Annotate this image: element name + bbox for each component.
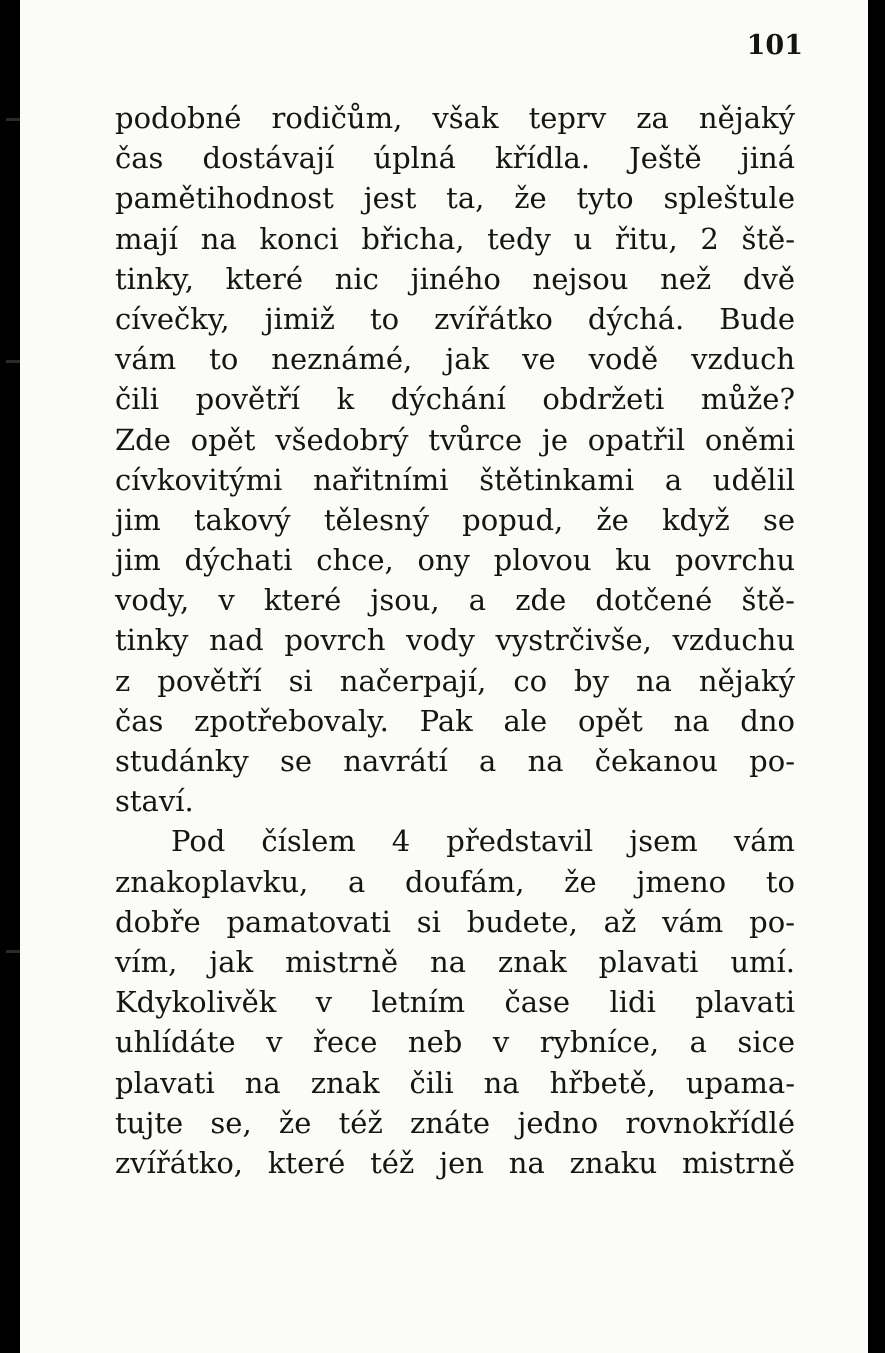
text-line: cívkovitými nařitními štětinkami a udělil xyxy=(115,462,795,497)
text-line: Pod číslem 4 představil jsem vám xyxy=(171,824,795,859)
text-line: z povětří si načerpají, co by na nějaký xyxy=(115,663,795,698)
body-text xyxy=(115,98,795,1183)
text-line: čili povětří k dýchání obdržeti může? xyxy=(115,382,795,417)
left-binding-edge xyxy=(0,0,20,1353)
text-line: staví. xyxy=(115,784,194,819)
text-line: tujte se, že též znáte jedno rovnokřídlé xyxy=(115,1105,795,1140)
text-line: studánky se navrátí a na čekanou po- xyxy=(115,744,795,778)
text-line: pamětihodnost jest ta, že tyto spleštule xyxy=(115,181,795,216)
text-line: tinky nad povrch vody vystrčivše, vzduchu xyxy=(115,623,795,658)
text-line: dobře pamatovati si budete, až vám po- xyxy=(115,904,795,939)
text-line: vám to neznámé, jak ve vodě vzduch xyxy=(115,342,795,377)
text-line: cívečky, jimiž to zvířátko dýchá. Bude xyxy=(115,301,795,336)
text-line: podobné rodičům, však teprv za nějaký xyxy=(115,101,795,135)
text-line: čas zpotřebovaly. Pak ale opět na dno xyxy=(115,703,795,738)
text-line: uhlídáte v řece neb v rybníce, a sice xyxy=(115,1025,795,1060)
text-line: tinky, které nic jiného nejsou než dvě xyxy=(115,261,795,296)
text-line: Kdykolivěk v letním čase lidi plavati xyxy=(115,985,795,1020)
text-line: Zde opět všedobrý tvůrce je opatřil oněmi xyxy=(115,422,795,457)
text-line: mají na konci břicha, tedy u řitu, 2 ště- xyxy=(115,221,795,256)
text-line: znakoplavku, a doufám, že jmeno to xyxy=(115,864,795,899)
right-page-edge xyxy=(868,0,885,1353)
text-line: jim dýchati chce, ony plovou ku povrchu xyxy=(115,543,795,578)
text-line: vody, v které jsou, a zde dotčené ště- xyxy=(115,583,795,618)
text-line: čas dostávají úplná křídla. Ještě jiná xyxy=(115,141,795,176)
text-line: plavati na znak čili na hřbetě, upama- xyxy=(115,1065,795,1100)
text-line: zvířátko, které též jen na znaku mistrně xyxy=(115,1145,795,1180)
text-line: jim takový tělesný popud, že když se xyxy=(115,502,795,537)
page-number: 101 xyxy=(746,30,803,61)
text-line: vím, jak mistrně na znak plavati umí. xyxy=(115,944,795,979)
